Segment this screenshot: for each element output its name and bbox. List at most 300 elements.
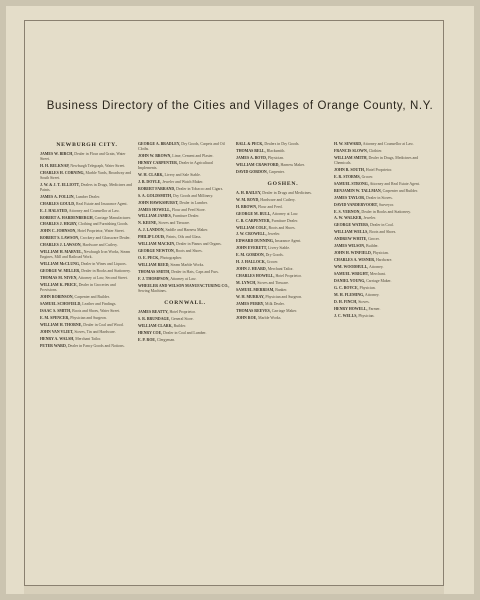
entry-name: WILLIAM McCLUNG, xyxy=(40,262,80,267)
entry-name: A. H. BAILEY, xyxy=(236,190,262,195)
entry-description: Insurance Agent. xyxy=(274,239,302,244)
entry-description: Dealer in Pianos and Organs. xyxy=(176,242,222,247)
directory-column-2 xyxy=(138,142,232,345)
bottom-margin xyxy=(24,586,444,594)
entry-description: Boots and Shoes, Water Street. xyxy=(72,308,121,313)
entry-description: General Store. xyxy=(171,316,194,321)
entry-name: GEORGE M. BULL, xyxy=(236,211,272,216)
directory-entry xyxy=(138,228,232,233)
entry-name: S. R. BRUNDAGE, xyxy=(138,316,171,321)
entry-description: Blacksmith. xyxy=(266,148,286,153)
entry-description: Dry Goods and Millinery. xyxy=(173,193,214,198)
entry-name: ISAAC S. SMITH, xyxy=(40,308,72,313)
directory-entry xyxy=(334,182,428,187)
entry-description: Sewing Machines. xyxy=(138,288,167,293)
directory-entry xyxy=(138,221,232,226)
entry-name: WILLIAM H. MARVEL, xyxy=(40,250,83,255)
directory-entry xyxy=(334,210,428,215)
entry-name: ROBERT A. HARDENBERGH, xyxy=(40,215,94,220)
entry-description: Grocer. xyxy=(266,260,279,265)
directory-entry xyxy=(236,219,330,224)
entry-name: HENRY HOWELL, xyxy=(334,306,368,311)
entry-description: Dry Goods, Carpets and Oil Cloths. xyxy=(138,142,225,151)
entry-name: FRANCIS SLOWN, xyxy=(334,148,368,153)
directory-entry xyxy=(334,258,428,263)
page-title: Business Directory of the Cities and Villages of Orange County, N.Y. xyxy=(46,100,434,112)
entry-description: Jeweler. xyxy=(363,216,376,221)
entry-description: Physician. xyxy=(267,155,285,160)
directory-entry xyxy=(138,256,232,261)
entry-name: SAMUEL MERRIAM, xyxy=(236,288,275,293)
entry-description: Marble Works. xyxy=(258,315,282,320)
entry-name: JAMES A. FOLLIN, xyxy=(40,194,75,199)
entry-name: M. LYNCH, xyxy=(236,281,257,286)
entry-description: Dealer in Agricultural Implements. xyxy=(138,160,214,170)
directory-entry xyxy=(236,253,330,258)
entry-description: Milk Dealer. xyxy=(265,302,285,307)
entry-name: H. J. HALLOCK, xyxy=(236,260,266,265)
entry-description: Attorney at Law. xyxy=(170,277,197,282)
entry-name: C. B. CARPENTER, xyxy=(236,218,271,223)
directory-entry xyxy=(40,330,134,335)
entry-description: Physician. xyxy=(358,313,375,318)
section-heading: GOSHEN. xyxy=(267,180,299,187)
entry-name: M. H. FLEMING, xyxy=(334,292,365,297)
entry-description: Jeweler and Watch Maker. xyxy=(162,179,204,184)
directory-entry xyxy=(334,300,428,305)
entry-description: Stoves and Tinware. xyxy=(257,281,289,286)
directory-entry xyxy=(236,198,330,203)
entry-name: THOMAS M. NIVEN, xyxy=(40,276,78,281)
entry-name: HENRY CARPENTER, xyxy=(138,160,178,165)
entry-name: JAMES HOWELL, xyxy=(138,207,171,212)
entry-description: Attorney at Law, Second Street. xyxy=(78,276,128,281)
directory-entry xyxy=(138,270,232,275)
entry-description: Stoves and Tinware. xyxy=(158,221,191,226)
entry-name: E. P. ROE, xyxy=(138,337,156,342)
directory-entry xyxy=(138,154,232,159)
entry-description: Carpenter and Builder. xyxy=(74,294,110,299)
entry-description: Dealer in Books and Stationery. xyxy=(361,209,411,214)
entry-description: Merchant Tailor. xyxy=(75,336,102,341)
directory-entry xyxy=(236,191,330,196)
entry-description: Stoves, Tin and Hardware. xyxy=(74,329,116,334)
directory-entry xyxy=(40,209,134,214)
directory-entry xyxy=(138,187,232,192)
entry-description: Lime, Cement and Plaster. xyxy=(172,153,214,158)
entry-name: WILLIAM REED, xyxy=(138,263,170,268)
entry-description: Grocer. xyxy=(361,174,374,179)
entry-description: Dealer in Flour and Grain, Water Street. xyxy=(40,152,126,161)
directory-entry xyxy=(40,243,134,248)
directory-entry xyxy=(40,202,134,207)
directory-entry xyxy=(138,242,232,247)
entry-description: Paints, Oils and Glass. xyxy=(166,235,202,240)
directory-entry xyxy=(40,323,134,328)
entry-name: WILLIAM COLE, xyxy=(236,225,268,230)
directory-entry xyxy=(236,163,330,168)
entry-description: Dealers in Dry Goods. xyxy=(264,142,300,146)
entry-description: Dealer in Coal and Lumber. xyxy=(163,330,207,335)
directory-entry xyxy=(40,283,134,293)
entry-name: BENJAMIN W. TALLMAN, xyxy=(334,188,382,193)
entry-name: DANIEL YOUNG, xyxy=(334,279,366,284)
entry-description: Dealer in Tobacco and Cigars. xyxy=(176,186,224,191)
entry-name: WILLIAM CRAWFORD, xyxy=(236,162,280,167)
entry-description: Dealer in Fancy Goods and Notions. xyxy=(67,343,125,348)
entry-name: JOHN H. WINFIELD, xyxy=(334,251,372,256)
directory-entry xyxy=(40,229,134,234)
entry-description: Carriage Maker. xyxy=(366,279,392,284)
directory-entry xyxy=(236,226,330,231)
entry-description: Physician and Surgeon. xyxy=(265,295,302,300)
directory-entry xyxy=(236,274,330,279)
entry-name: WILLIAM H. THORNE, xyxy=(40,322,83,327)
entry-name: JOHN W. BROWN, xyxy=(138,153,172,158)
entry-description: Dealer in Wines and Liquors. xyxy=(80,262,127,267)
directory-entry xyxy=(334,314,428,319)
directory-entry xyxy=(40,316,134,321)
directory-entry xyxy=(40,171,134,181)
entry-description: Leather and Findings. xyxy=(82,301,117,306)
entry-description: Newburgh Telegraph, Water Street. xyxy=(70,163,126,168)
directory-entry xyxy=(40,222,134,227)
directory-entry xyxy=(334,230,428,235)
entry-description: Builder. xyxy=(173,323,187,328)
directory-entry xyxy=(236,295,330,300)
directory-entry xyxy=(334,237,428,242)
directory-entry xyxy=(138,331,232,336)
entry-description: Real Estate and Insurance Agent. xyxy=(76,201,128,206)
directory-entry xyxy=(236,302,330,307)
entry-description: Physician. xyxy=(372,251,389,256)
directory-entry xyxy=(138,208,232,213)
entry-name: THOMAS BELL, xyxy=(236,148,266,153)
directory-entry xyxy=(334,189,428,194)
entry-description: Jeweler. xyxy=(267,232,281,237)
entry-description: Steam Marble Works. xyxy=(170,263,205,268)
directory-entry xyxy=(236,170,330,175)
entry-name: HENRY A. WALSH, xyxy=(40,336,75,341)
entry-description: Physician. xyxy=(359,286,376,291)
directory-entry xyxy=(334,279,428,284)
entry-name: A. J. LANDON, xyxy=(138,228,165,233)
entry-description: Carpenter. xyxy=(268,169,285,174)
entry-description: Clothing and Furnishing Goods. xyxy=(78,222,129,227)
entry-description: Furniture Dealer. xyxy=(271,218,299,223)
entry-description: Newburgh Iron Works, Steam Engines, Mill and Railroad Work. xyxy=(40,250,131,260)
entry-name: E. M. SPENCER, xyxy=(40,315,70,320)
entry-description: Grocer. xyxy=(368,237,380,242)
entry-name: THOMAS REEVES, xyxy=(236,308,271,313)
entry-description: Hotel Proprietor. xyxy=(365,167,393,172)
entry-name: JOHN ROE, xyxy=(236,315,258,320)
directory-entry xyxy=(334,203,428,208)
entry-description: Livery and Sale Stable. xyxy=(164,172,201,177)
entry-name: JOHN HAWKSHURST, xyxy=(138,200,179,205)
entry-name: CHARLES J. HIGBY, xyxy=(40,222,78,227)
entry-description: Dealers in Drugs, Medicines and Paints. xyxy=(40,182,132,192)
directory-entry xyxy=(40,250,134,260)
entry-description: Crockery and Glassware Dealer. xyxy=(80,236,131,241)
entry-name: JAMES A. BOYD, xyxy=(236,155,267,160)
entry-name: WILLIAM MACKIN, xyxy=(138,242,176,247)
entry-description: Dealer in Drugs and Medicines. xyxy=(262,190,312,195)
entry-name: CHARLES H. CORNING, xyxy=(40,170,85,175)
directory-entry xyxy=(236,309,330,314)
entry-name: SAMUEL WRIGHT, xyxy=(334,272,369,277)
entry-name: JOHN J. HEARD, xyxy=(236,267,267,272)
entry-name: W. M. BOYD, xyxy=(236,197,260,202)
entry-description: Boots and Shoes. xyxy=(175,249,203,254)
directory-entry xyxy=(334,142,428,147)
entry-description: Attorney. xyxy=(364,292,380,297)
directory-entry xyxy=(40,236,134,241)
directory-entry xyxy=(138,180,232,185)
directory-entry xyxy=(138,310,232,315)
entry-name: WHEELER AND WILSON MANUFACTURING CO., xyxy=(138,284,230,289)
directory-entry xyxy=(40,269,134,274)
entry-name: E. J. HALSTED, xyxy=(40,208,68,213)
directory-entry xyxy=(40,344,134,349)
directory-column-4 xyxy=(334,142,428,321)
directory-entry xyxy=(334,156,428,166)
entry-description: Lumber Dealer. xyxy=(75,194,100,199)
directory-entry xyxy=(40,309,134,314)
section-heading: NEWBURGH CITY. xyxy=(56,142,118,148)
entry-name: CHARLES A. WISNER, xyxy=(334,258,376,263)
entry-description: Attorney and Counsellor at Law. xyxy=(68,208,120,213)
directory-entry xyxy=(40,302,134,307)
entry-name: EDWARD DUNNING, xyxy=(236,239,274,244)
directory-entry xyxy=(236,149,330,154)
entry-description: Livery Stable. xyxy=(268,246,291,251)
entry-description: Dealer in Stoves. xyxy=(366,195,393,200)
directory-entry xyxy=(236,142,330,147)
entry-description: Dealer in Hats, Caps and Furs. xyxy=(171,270,219,275)
entry-description: Attorney. xyxy=(368,265,384,270)
directory-entry xyxy=(138,284,232,294)
entry-name: S. A. GOLDSMITH, xyxy=(138,193,173,198)
directory-column-1 xyxy=(40,142,134,351)
entry-name: WILLIAM CLARK, xyxy=(138,323,173,328)
directory-entry xyxy=(40,262,134,267)
entry-name: JAMES W. BIRCH, xyxy=(40,152,74,156)
entry-description: Furniture Dealer. xyxy=(172,214,200,219)
entry-name: N. KEENE, xyxy=(138,221,158,226)
entry-description: Marble Yards, Broadway and South Street. xyxy=(40,170,132,180)
entry-description: Carpenter and Builder. xyxy=(382,188,418,193)
directory-entry xyxy=(236,156,330,161)
entry-name: O. E. PECK, xyxy=(138,256,160,261)
entry-name: G. C. BOYCE, xyxy=(334,286,359,291)
directory-entry xyxy=(334,251,428,256)
entry-name: JAMES BEATTY, xyxy=(138,309,169,314)
entry-description: Boots and Shoes. xyxy=(369,230,397,235)
directory-entry xyxy=(236,316,330,321)
entry-name: GEORGE A. BRADLEY, xyxy=(138,142,181,146)
entry-name: ROBERT FARRAND, xyxy=(138,186,176,191)
entry-name: SAMUEL STRONG, xyxy=(334,181,369,186)
entry-description: Hotel Proprietor, Water Street. xyxy=(77,229,125,234)
directory-entry xyxy=(334,272,428,277)
directory-entry xyxy=(334,168,428,173)
entry-description: Attorney at Law. xyxy=(272,211,299,216)
entry-description: Flour and Feed Store. xyxy=(171,207,206,212)
entry-name: GEORGE W. MILLER, xyxy=(40,269,81,274)
entry-description: Dealer in Lumber. xyxy=(179,200,208,205)
directory-entry xyxy=(236,246,330,251)
directory-entry xyxy=(40,195,134,200)
entry-description: Farmer. xyxy=(368,306,381,311)
directory-entry xyxy=(40,276,134,281)
directory-entry xyxy=(138,173,232,178)
entry-name: H. W. SEWARD, xyxy=(334,142,362,146)
entry-name: WM. WOODHULL, xyxy=(334,265,369,270)
directory-entry xyxy=(138,214,232,219)
entry-name: H. BROWN, xyxy=(236,204,258,209)
entry-name: JOHN EVERETT, xyxy=(236,246,268,251)
entry-description: Hardware. xyxy=(376,258,393,263)
directory-entry xyxy=(138,235,232,240)
entry-description: Dry Goods. xyxy=(265,253,284,258)
directory-entry xyxy=(236,212,330,217)
directory-entry xyxy=(334,265,428,270)
directory-entry xyxy=(138,317,232,322)
directory-entry xyxy=(236,239,330,244)
entry-name: SAMUEL SCHOFIELD, xyxy=(40,301,82,306)
entry-name: CHARLES HOWELL, xyxy=(236,274,275,279)
directory-entry xyxy=(40,216,134,221)
entry-description: Banker. xyxy=(275,288,288,293)
directory-entry xyxy=(236,232,330,237)
section-heading: CORNWALL. xyxy=(164,299,206,306)
directory-column-3 xyxy=(236,142,330,323)
entry-name: E. M. GORDON, xyxy=(236,253,265,258)
directory-entry xyxy=(334,223,428,228)
entry-description: Clothier. xyxy=(368,148,383,153)
entry-description: Boots and Shoes. xyxy=(268,225,296,230)
entry-name: CHARLES GOULD, xyxy=(40,201,76,206)
entry-name: CHARLES J. LAWSON, xyxy=(40,243,82,248)
directory-entry xyxy=(334,244,428,249)
entry-name: JOHN ROBINSON, xyxy=(40,294,74,299)
entry-name: JOHN C. JOHNSON, xyxy=(40,229,77,234)
entry-name: WILLIAM JAMES, xyxy=(138,214,172,219)
entry-name: F. J. THOMPSON, xyxy=(138,277,170,282)
entry-name: J. B. DOYLE, xyxy=(138,179,162,184)
entry-description: Stoves. xyxy=(358,299,370,304)
entry-description: Photographer. xyxy=(160,256,183,261)
directory-entry xyxy=(40,164,134,169)
entry-name: W. H. CLARK, xyxy=(138,172,164,177)
entry-name: GEORGE WATERS, xyxy=(334,223,370,228)
directory-entry xyxy=(40,183,134,193)
entry-description: Dealer in Groceries and Provisions. xyxy=(40,283,116,293)
entry-name: ROBERT S. LAWSON, xyxy=(40,236,80,241)
entry-description: Hardware and Cutlery. xyxy=(260,197,296,202)
directory-entry xyxy=(138,194,232,199)
entry-description: Attorney and Counsellor at Law. xyxy=(362,142,414,146)
entry-name: A. W. WALKER, xyxy=(334,216,363,221)
entry-name: E. R. STORMS, xyxy=(334,174,361,179)
entry-description: Dealer in Books and Stationery. xyxy=(81,269,131,274)
entry-description: Clergyman. xyxy=(156,337,176,342)
entry-name: H. H. BELKNAP, xyxy=(40,163,70,168)
entry-description: Carriage Maker. xyxy=(271,308,298,313)
entry-name: J. W. & J. T. ELLIOTT, xyxy=(40,182,80,187)
entry-name: PHILIP LOUIS, xyxy=(138,235,166,240)
entry-name: E. S. VERNON, xyxy=(334,209,361,214)
entry-name: JOHN VAN VLIET, xyxy=(40,329,74,334)
entry-description: Attorney and Real Estate Agent. xyxy=(369,181,420,186)
directory-entry xyxy=(334,216,428,221)
directory-entry xyxy=(236,281,330,286)
directory-entry xyxy=(138,324,232,329)
directory-entry xyxy=(40,295,134,300)
directory-entry xyxy=(236,267,330,272)
entry-name: PETER WARD, xyxy=(40,343,67,348)
entry-name: D. H. FINCH, xyxy=(334,299,358,304)
directory-entry xyxy=(138,201,232,206)
directory-entry xyxy=(40,152,134,162)
directory-entry xyxy=(138,161,232,171)
directory-entry xyxy=(334,293,428,298)
entry-description: Carriage Manufacturer. xyxy=(94,215,131,220)
entry-description: Hardware and Cutlery. xyxy=(82,243,118,248)
entry-name: DAVID VANDERVOORT, xyxy=(334,202,378,207)
entry-description: Flour and Feed. xyxy=(258,204,283,209)
directory-entry xyxy=(236,205,330,210)
entry-description: Dealer in Coal. xyxy=(370,223,394,228)
entry-name: BALL & PECK, xyxy=(236,142,264,146)
entry-description: Dealer in Coal and Wood. xyxy=(83,322,124,327)
directory-entry xyxy=(138,338,232,343)
directory-entry xyxy=(334,286,428,291)
directory-entry xyxy=(334,175,428,180)
entry-description: Merchant. xyxy=(369,272,386,277)
entry-name: JAMES WILSON, xyxy=(334,244,366,249)
entry-name: WILLIAM WELLS, xyxy=(334,230,369,235)
directory-entry xyxy=(334,307,428,312)
entry-name: HENRY COE, xyxy=(138,330,163,335)
directory-entry xyxy=(138,277,232,282)
directory-entry xyxy=(334,196,428,201)
entry-description: Hotel Proprietor. xyxy=(275,274,302,279)
directory-entry xyxy=(138,263,232,268)
directory-entry xyxy=(138,142,232,152)
entry-description: Harness Maker. xyxy=(280,162,305,167)
entry-description: Surveyor. xyxy=(378,202,394,207)
directory-entry xyxy=(236,260,330,265)
entry-name: W. H. MURRAY, xyxy=(236,295,265,300)
entry-name: WILLIAM K. PRICE, xyxy=(40,283,78,288)
entry-name: J. W. CROWELL, xyxy=(236,232,267,237)
entry-description: Merchant Tailor. xyxy=(267,267,294,272)
entry-description: Saddle and Harness Maker. xyxy=(165,228,209,233)
entry-name: THOMAS SMITH, xyxy=(138,270,171,275)
directory-entry xyxy=(40,337,134,342)
entry-name: JOHN B. SOUTH, xyxy=(334,167,365,172)
entry-name: JAMES PERRY, xyxy=(236,302,265,307)
entry-name: ANDREW WHITE, xyxy=(334,237,368,242)
directory-entry xyxy=(138,249,232,254)
entry-description: Dealer in Drugs, Medicines and Chemicals. xyxy=(334,155,419,165)
entry-name: JAMES TAYLOR, xyxy=(334,195,366,200)
entry-name: WILLIAM SMITH, xyxy=(334,155,368,160)
entry-description: Hotel Proprietor. xyxy=(169,309,196,314)
directory-entry xyxy=(236,288,330,293)
